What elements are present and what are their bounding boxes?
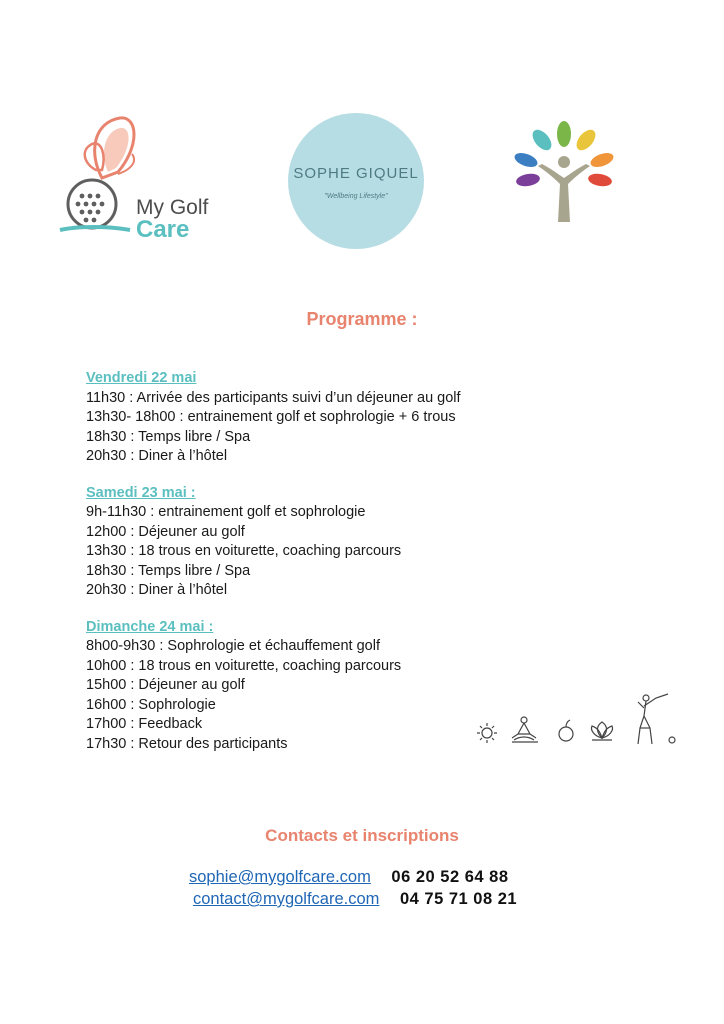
meditation-icon <box>512 717 538 742</box>
apple-icon <box>559 720 573 741</box>
logo-text-care: Care <box>136 216 190 243</box>
golf-ball-icon <box>669 737 675 743</box>
schedule-item: 16h00 : Sophrologie <box>86 696 216 713</box>
mygolfcare-logo <box>58 112 218 243</box>
decorative-icons <box>474 690 680 750</box>
contacts-title: Contacts et inscriptions <box>265 826 459 845</box>
phone-number: 04 75 71 08 21 <box>400 890 518 908</box>
schedule-item: 18h30 : Temps libre / Spa <box>86 428 251 445</box>
day-block-sunday <box>86 618 526 755</box>
email-link-sophie[interactable]: sophie@mygolfcare.com <box>189 868 371 886</box>
contact-row <box>193 890 517 909</box>
day-title: Dimanche 24 mai : <box>86 618 214 635</box>
day-title: Samedi 23 mai : <box>86 484 196 501</box>
schedule <box>86 369 526 771</box>
email-link-contact[interactable]: contact@mygolfcare.com <box>193 890 380 908</box>
golfer-icon <box>638 694 668 744</box>
tree-person-logo <box>508 118 620 230</box>
schedule-item: 8h00-9h30 : Sophrologie et échauffement golf <box>86 638 380 654</box>
schedule-item: 13h30 : 18 trous en voiturette, coaching parcours <box>86 543 402 559</box>
sophie-giquel-logo <box>288 113 424 249</box>
sun-icon <box>477 723 497 743</box>
schedule-item: 20h30 : Diner à l’hôtel <box>86 448 228 464</box>
sophie-logo-name: SOPHE GIQUEL <box>293 165 419 182</box>
schedule-item: 18h30 : Temps libre / Spa <box>86 562 251 579</box>
day-title: Vendredi 22 mai <box>86 370 197 386</box>
schedule-item: 13h30- 18h00 : entrainement golf et sophrologie + 6 trous <box>86 409 456 425</box>
programme-title: Programme : <box>306 309 418 329</box>
contact-row <box>189 868 509 887</box>
day-block-saturday <box>86 484 526 601</box>
schedule-item: 9h-11h30 : entrainement golf et sophrologie <box>86 504 366 520</box>
schedule-item: 15h00 : Déjeuner au golf <box>86 677 245 693</box>
day-block-friday <box>86 369 526 467</box>
sophie-logo-tagline: "Wellbeing Lifestyle" <box>324 193 388 200</box>
lotus-icon <box>591 722 612 740</box>
colorful-tree-person-icon <box>508 118 620 230</box>
schedule-item: 17h00 : Feedback <box>86 716 203 732</box>
schedule-item: 10h00 : 18 trous en voiturette, coaching parcours <box>86 657 402 674</box>
schedule-item: 11h30 : Arrivée des participants suivi d’un déjeuner au golf <box>86 389 461 406</box>
schedule-item: 12h00 : Déjeuner au golf <box>86 523 245 540</box>
schedule-item: 20h30 : Diner à l’hôtel <box>86 582 228 598</box>
phone-number: 06 20 52 64 88 <box>391 868 509 886</box>
schedule-item: 17h30 : Retour des participants <box>86 735 288 752</box>
logo-text-my-golf: My Golf <box>136 196 209 219</box>
